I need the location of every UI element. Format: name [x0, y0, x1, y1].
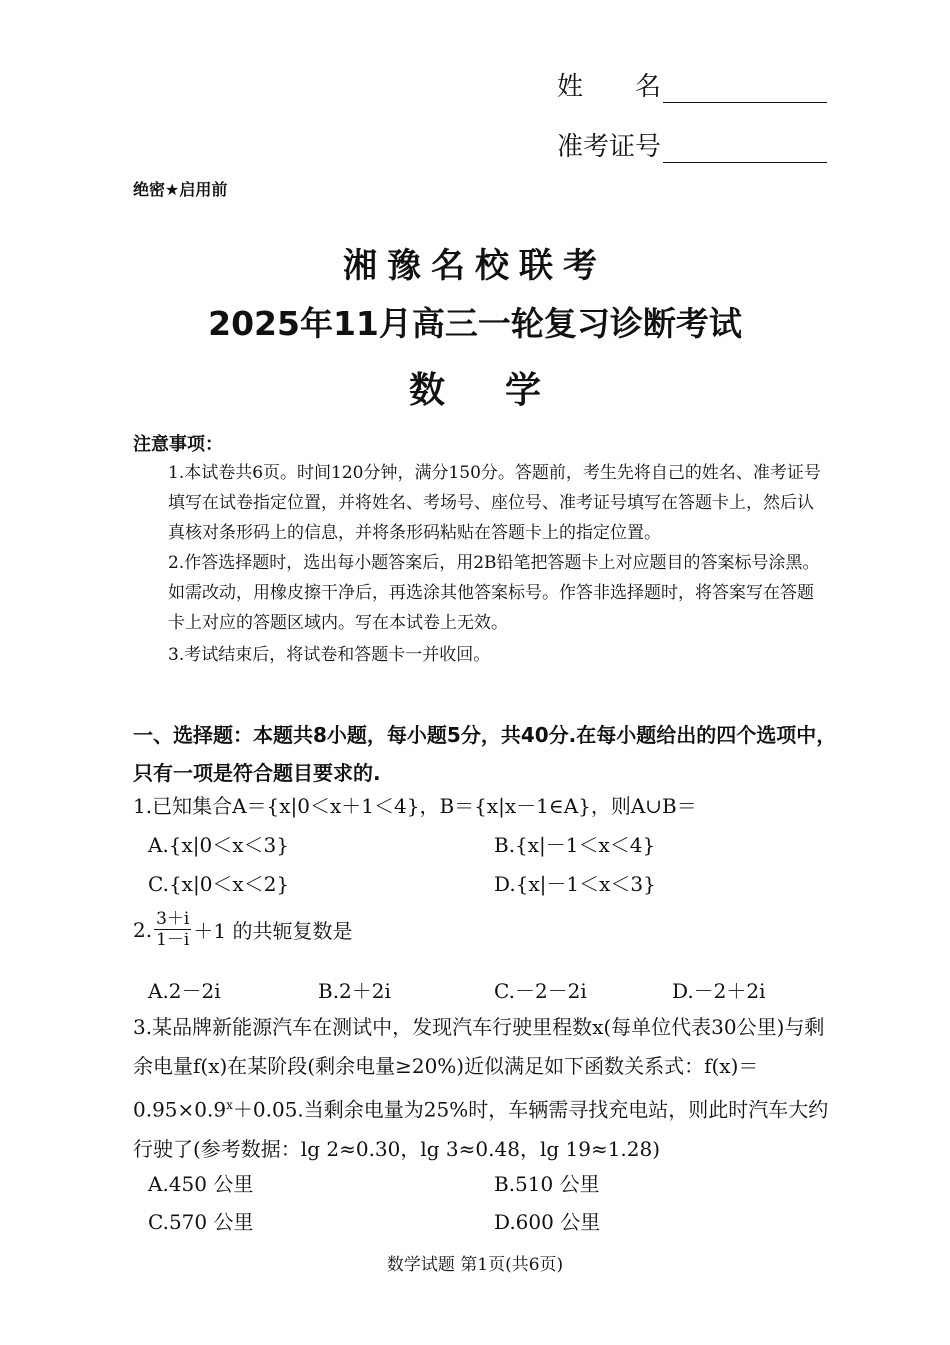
- name-blank[interactable]: [663, 76, 827, 103]
- exam-id-blank[interactable]: [663, 136, 827, 163]
- notice-item-3: 3.考试结束后，将试卷和答题卡一并收回。: [168, 645, 491, 665]
- q2-fraction-numerator: 3＋i: [156, 909, 190, 929]
- q2-number: 2.: [133, 917, 153, 942]
- exam-id-field[interactable]: [557, 126, 827, 163]
- q1-option-d[interactable]: D.{x|－1＜x＜3}: [494, 872, 656, 896]
- q2-option-c[interactable]: C.－2－2i: [494, 979, 587, 1003]
- page-footer: 数学试题 第1页(共6页): [386, 1255, 564, 1275]
- q3-option-a[interactable]: A.450 公里: [148, 1172, 254, 1196]
- q1-option-a[interactable]: A.{x|0＜x＜3}: [148, 833, 289, 857]
- notice-heading: 注意事项：: [133, 434, 223, 455]
- exam-id-label: 准考证号: [557, 132, 662, 162]
- q3-option-d[interactable]: D.600 公里: [494, 1210, 601, 1234]
- section-1-heading: 一、选择题：本题共8小题，每小题5分，共40分.在每小题给出的四个选项中，只有一项是符合题目要求的.: [133, 723, 837, 785]
- q2-stem-rest: ＋1 的共轭复数是: [193, 919, 353, 943]
- name-field[interactable]: [557, 66, 827, 103]
- exam-organizer-title: 湘豫名校联考: [343, 246, 607, 286]
- q2-option-b[interactable]: B.2＋2i: [318, 979, 391, 1003]
- q1-option-c[interactable]: C.{x|0＜x＜2}: [148, 872, 290, 896]
- question-3-stem: [133, 1008, 833, 1169]
- exam-name-title: 2025年11月高三一轮复习诊断考试: [208, 304, 742, 343]
- q2-fraction-denominator: 1－i: [156, 930, 190, 950]
- name-label: 姓 名: [557, 72, 662, 102]
- q3-stem-part-b: ＋0.05.当剩余电量为25%时，车辆需寻找充电站，则此时汽车大约行驶了(参考数据：lg 2≈0.30，lg 3≈0.48，lg 19≈1.28): [133, 1097, 829, 1161]
- q2-option-d[interactable]: D.－2＋2i: [672, 979, 766, 1003]
- notice-item-1: 1.本试卷共6页。时间120分钟，满分150分。答题前，考生先将自己的姓名、准考证号填写在试卷指定位置，并将姓名、考场号、座位号、准考证号填写在答题卡上，然后认真核对条形码上的信息，并将条形码粘贴在答题卡上的指定位置。: [168, 463, 821, 543]
- q3-stem-part-a: 3.某品牌新能源汽车在测试中，发现汽车行驶里程数x(每单位代表30公里)与剩余电量f(x)在某阶段(剩余电量≥20%)近似满足如下函数关系式：f(x)＝0.95×0.9: [133, 1015, 825, 1122]
- q1-option-b[interactable]: B.{x|－1＜x＜4}: [494, 833, 656, 857]
- subject-title: 数学: [408, 370, 601, 411]
- notice-item-2: 2.作答选择题时，选出每小题答案后，用2B铅笔把答题卡上对应题目的答案标号涂黑。如需改动，用橡皮擦干净后，再选涂其他答案标号。作答非选择题时，将答案写在答题卡上对应的答题区域内。写在本试卷上无效。: [168, 553, 820, 633]
- q3-option-b[interactable]: B.510 公里: [494, 1172, 600, 1196]
- q2-option-a[interactable]: A.2－2i: [148, 979, 221, 1003]
- q3-option-c[interactable]: C.570 公里: [148, 1210, 254, 1234]
- question-1-stem: 1.已知集合A＝{x|0＜x＋1＜4}，B＝{x|x－1∈A}，则A∪B＝: [133, 794, 697, 818]
- q3-exponent: x: [226, 1098, 233, 1112]
- q2-fraction: [154, 909, 191, 950]
- confidential-mark: 绝密★启用前: [133, 180, 228, 199]
- question-2-stem: [133, 909, 352, 950]
